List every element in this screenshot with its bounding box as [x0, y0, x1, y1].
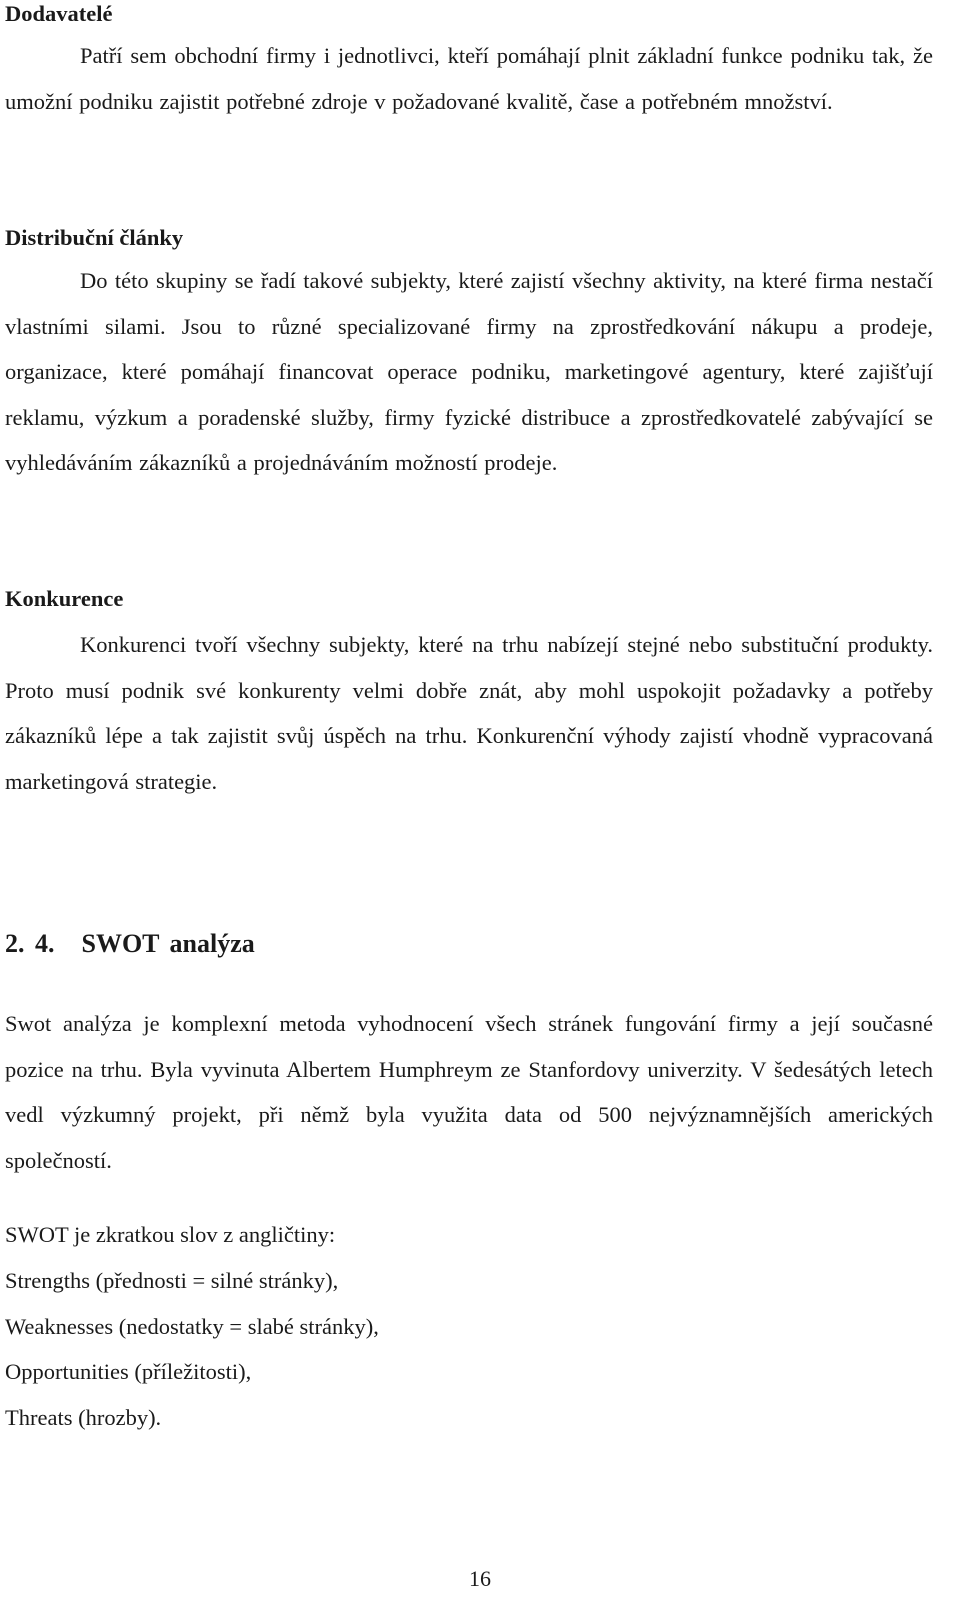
document-page — [5, 0, 955, 1610]
section-body-konkurence: Konkurenci tvoří všechny subjekty, které na trhu nabízejí stejné nebo substituční produkty. Proto musí podnik své konkurenty velmi dobře znát, aby mohl uspokojit požadavky a potřeby zákazníků lépe a tak zajistit svůj úspěch na trhu. Konkurenční výhody zajistí vhodně vypracovaná marketingová strategie. — [5, 632, 933, 794]
list-intro: SWOT je zkratkou slov z angličtiny: — [5, 1222, 336, 1247]
chapter-heading — [5, 928, 255, 960]
chapter-number: 2. 4. — [5, 929, 55, 958]
chapter-intro: Swot analýza je komplexní metoda vyhodnocení všech stránek fungování firmy a její současné pozice na trhu. Byla vyvinuta Albertem Humphreym ze Stanfordovy univerzity. V šedesátých letech vedl výzkumný projekt, při němž byla využita data od 500 nejvýznamnějších amerických společností. — [5, 1011, 933, 1173]
list-item: Strengths (přednosti = silné stránky), — [5, 1268, 339, 1293]
list-item: Opportunities (příležitosti), — [5, 1359, 252, 1384]
chapter-title: SWOT analýza — [81, 929, 255, 958]
section-heading-dodavatele: Dodavatelé — [5, 1, 113, 26]
swot-list — [5, 1258, 379, 1440]
list-item: Threats (hrozby). — [5, 1404, 162, 1430]
page-number: 16 — [469, 1566, 491, 1591]
section-body-dodavatele: Patří sem obchodní firmy i jednotlivci, kteří pomáhají plnit základní funkce podniku tak, že umožní podniku zajistit potřebné zdroje v požadované kvalitě, čase a potřebném množství. — [5, 43, 933, 114]
section-heading-distribucni-clanky: Distribuční články — [5, 225, 184, 250]
list-item: Weaknesses (nedostatky = slabé stránky), — [5, 1313, 379, 1339]
section-heading-konkurence: Konkurence — [5, 586, 124, 611]
section-body-distribucni-clanky: Do této skupiny se řadí takové subjekty, které zajistí všechny aktivity, na které firma nestačí vlastními silami. Jsou to různé specializované firmy na zprostředkování nákupu a prodeje, organizace, které pomáhají financovat operace podniku, marketingové agentury, které zajišťují reklamu, výzkum a poradenské služby, firmy fyzické distribuce a zprostředkovatelé zabývající se vyhledáváním zákazníků a projednáváním možností prodeje. — [5, 268, 933, 475]
